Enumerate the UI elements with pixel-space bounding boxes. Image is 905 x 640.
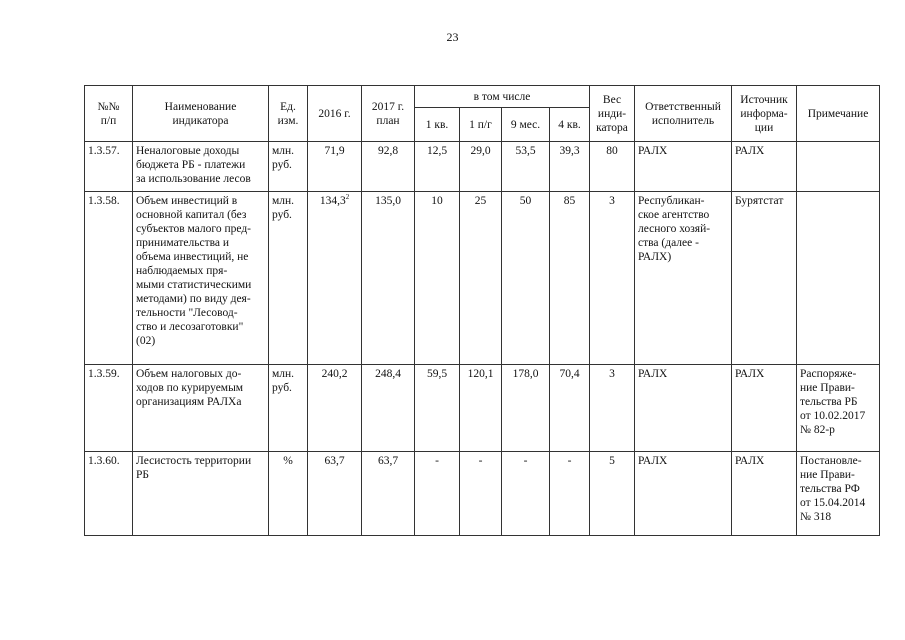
cell-q1: - [415,452,460,536]
header-num: №№ п/п [85,86,133,142]
header-9m: 9 мес. [502,108,550,142]
indicators-table [84,85,880,536]
cell-unit: млн. руб. [269,142,308,192]
cell-q1: 59,5 [415,365,460,452]
cell-h1: 120,1 [460,365,502,452]
cell-2016 [308,452,362,536]
cell-unit: % [269,452,308,536]
cell-2017: 63,7 [362,452,415,536]
cell-executor: Республикан- ское агентство лесного хозяй- ства (далее - РАЛХ) [635,192,732,365]
cell-2016-value: 71,9 [324,145,345,157]
header-weight: Вес инди- катора [590,86,635,142]
cell-q4: 70,4 [550,365,590,452]
cell-source: РАЛХ [732,142,797,192]
header-unit: Ед. изм. [269,86,308,142]
table-row [85,142,880,192]
cell-note [797,192,880,365]
cell-9m: 178,0 [502,365,550,452]
header-including: в том числе [415,86,590,108]
cell-2017: 92,8 [362,142,415,192]
cell-executor: РАЛХ [635,452,732,536]
cell-2016 [308,142,362,192]
cell-weight: 5 [590,452,635,536]
table-row [85,452,880,536]
cell-name: Объем налоговых до- ходов по курируемым организациям РАЛХа [133,365,269,452]
cell-num: 1.3.59. [85,365,133,452]
cell-q4: 39,3 [550,142,590,192]
header-name: Наименование индикатора [133,86,269,142]
header-2017: 2017 г. план [362,86,415,142]
cell-num: 1.3.57. [85,142,133,192]
cell-2016 [308,192,362,365]
cell-2016-value: 134,3 [319,195,346,207]
table-row [85,192,880,365]
cell-executor: РАЛХ [635,365,732,452]
header-source: Источник информа- ции [732,86,797,142]
cell-h1: - [460,452,502,536]
cell-weight: 3 [590,192,635,365]
cell-2016-value: 240,2 [321,368,348,380]
cell-2016-value: 63,7 [324,455,345,467]
cell-2017: 248,4 [362,365,415,452]
cell-9m: 53,5 [502,142,550,192]
cell-9m: - [502,452,550,536]
header-executor: Ответственный исполнитель [635,86,732,142]
header-2016: 2016 г. [308,86,362,142]
cell-q4: - [550,452,590,536]
cell-weight: 80 [590,142,635,192]
cell-source: Бурятстат [732,192,797,365]
header-q4: 4 кв. [550,108,590,142]
cell-h1: 25 [460,192,502,365]
cell-note: Постановле- ние Прави- тельства РФ от 15.04.2014 № 318 [797,452,880,536]
header-note: Примечание [797,86,880,142]
cell-weight: 3 [590,365,635,452]
cell-2016 [308,365,362,452]
cell-q1: 12,5 [415,142,460,192]
header-q1: 1 кв. [415,108,460,142]
cell-name: Лесистость территории РБ [133,452,269,536]
cell-name: Неналоговые доходы бюджета РБ - платежи за использование лесов [133,142,269,192]
cell-name: Объем инвестиций в основной капитал (без субъектов малого пред- принимательства и объема инвестиций, не наблюдаемых пря- мыми статистическими методами) по виду дея- тельности "Лесовод- ство и лесозаготовки" (02) [133,192,269,365]
cell-2016-footnote: 2 [345,193,350,202]
cell-note [797,142,880,192]
cell-unit: млн. руб. [269,192,308,365]
cell-note: Распоряже- ние Прави- тельства РБ от 10.02.2017 № 82-р [797,365,880,452]
cell-2017: 135,0 [362,192,415,365]
cell-executor: РАЛХ [635,142,732,192]
table-row [85,365,880,452]
cell-h1: 29,0 [460,142,502,192]
cell-source: РАЛХ [732,452,797,536]
cell-unit: млн. руб. [269,365,308,452]
page-number: 23 [446,30,459,44]
header-h1: 1 п/г [460,108,502,142]
cell-q4: 85 [550,192,590,365]
cell-num: 1.3.60. [85,452,133,536]
cell-9m: 50 [502,192,550,365]
cell-num: 1.3.58. [85,192,133,365]
cell-q1: 10 [415,192,460,365]
cell-source: РАЛХ [732,365,797,452]
